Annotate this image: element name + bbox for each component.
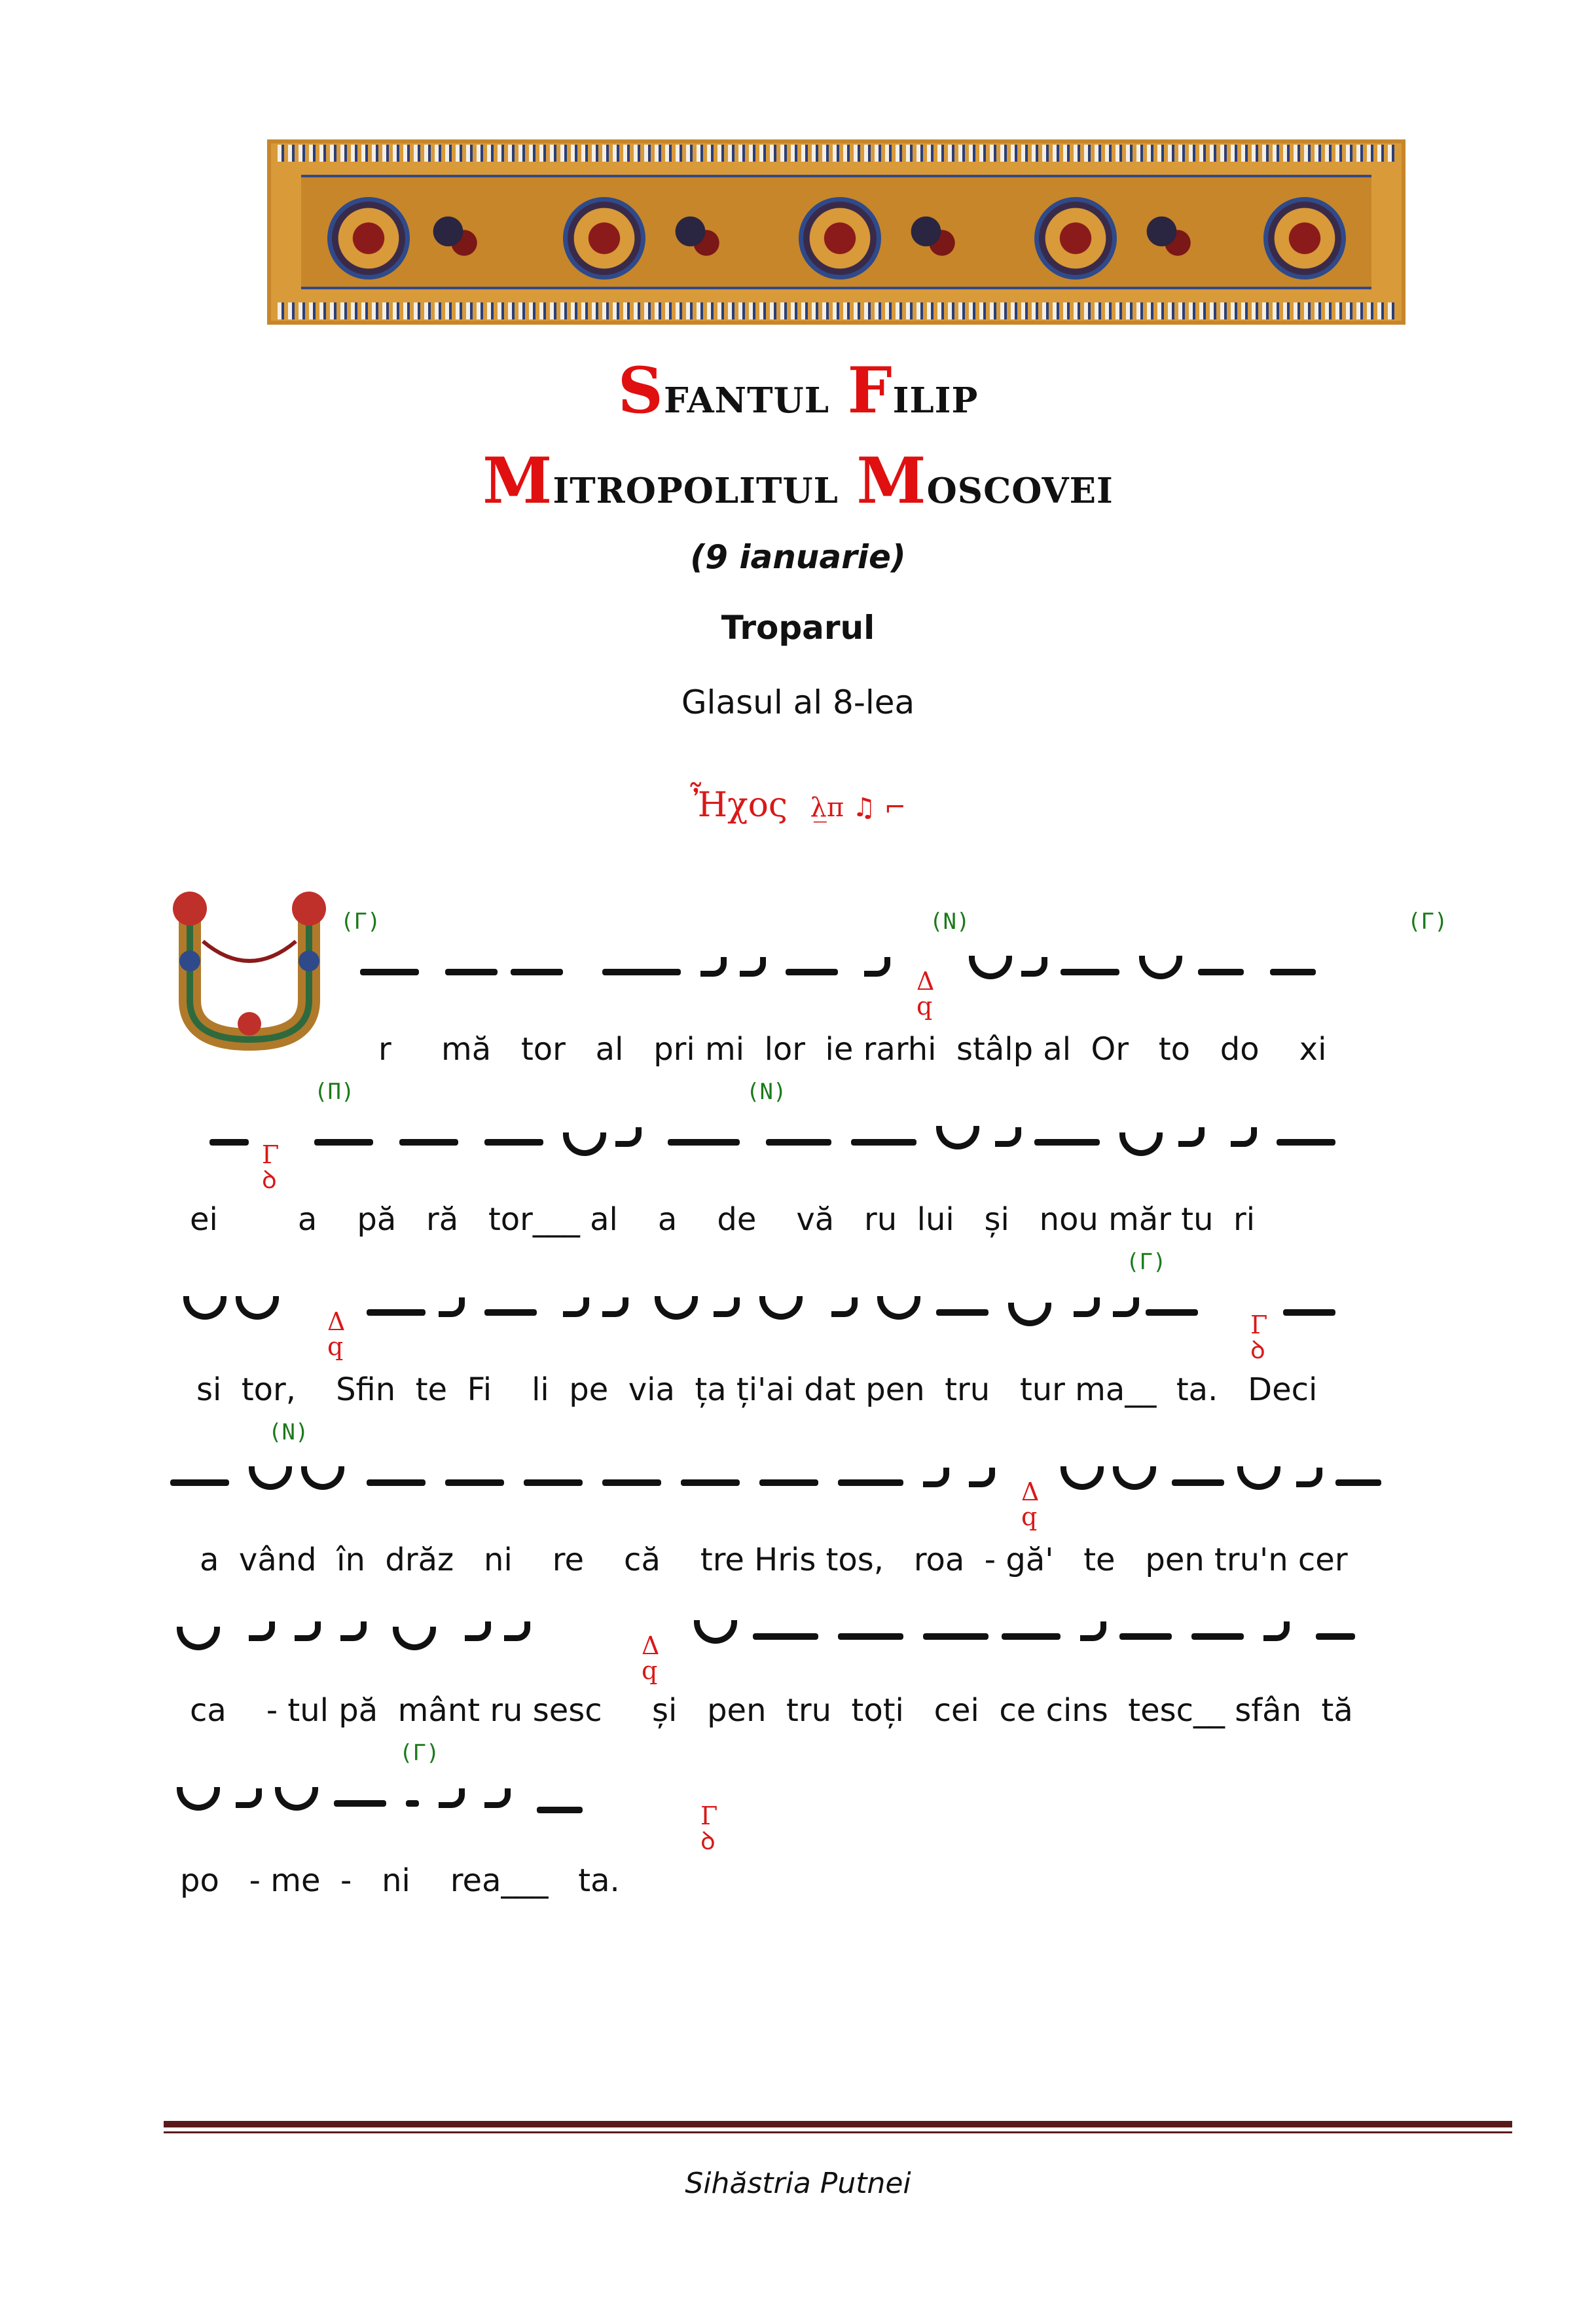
kentima-neume-icon bbox=[236, 1296, 279, 1320]
fthora-icon: Γ ꝺ bbox=[262, 1140, 280, 1194]
floral-medallion bbox=[1263, 197, 1346, 280]
apostrophos-neume-icon bbox=[439, 1297, 465, 1317]
ison-neume-icon bbox=[759, 1479, 818, 1486]
neume-row bbox=[340, 909, 1483, 1021]
oligon-neume-icon bbox=[1270, 969, 1316, 975]
floral-medallion bbox=[1034, 197, 1117, 280]
neume-row bbox=[177, 1607, 1319, 1685]
illuminated-initial-icon bbox=[164, 889, 335, 1060]
kentima-neume-icon bbox=[177, 1787, 220, 1811]
apostrophos-neume-icon bbox=[700, 957, 727, 977]
apostrophos-neume-icon bbox=[484, 1788, 511, 1808]
apostrophos-neume-icon bbox=[1113, 1297, 1139, 1317]
ison-neume-icon bbox=[360, 969, 419, 975]
neume-row bbox=[170, 1419, 1313, 1531]
kentima-neume-icon bbox=[275, 1787, 318, 1811]
kentima-neume-icon bbox=[694, 1620, 737, 1644]
kentima-neume-icon bbox=[969, 956, 1012, 979]
ison-neume-icon bbox=[668, 1139, 740, 1146]
echos-label: Ἦχος bbox=[689, 786, 788, 825]
oligon-neume-icon bbox=[209, 1139, 249, 1146]
floral-medallion bbox=[327, 197, 410, 280]
kentima-neume-icon bbox=[393, 1627, 436, 1650]
oligon-neume-icon bbox=[1061, 969, 1119, 975]
title-word: ilip bbox=[892, 366, 979, 424]
oligon-neume-icon bbox=[314, 1139, 373, 1146]
martyria-sign: (Γ) bbox=[1126, 1249, 1167, 1275]
neume-row bbox=[183, 1249, 1326, 1364]
apostrophos-neume-icon bbox=[1263, 1621, 1290, 1641]
kentima-neume-icon bbox=[655, 1296, 698, 1320]
floral-motif bbox=[910, 215, 956, 261]
kentima-neume-icon bbox=[1119, 1132, 1163, 1156]
ison-neume-icon bbox=[753, 1633, 818, 1640]
neume-row bbox=[209, 1079, 1352, 1194]
oligon-neume-icon bbox=[1283, 1309, 1335, 1316]
apostrophos-neume-icon bbox=[1074, 1297, 1100, 1317]
kentima-neume-icon bbox=[183, 1296, 227, 1320]
martyria-sign: (Π) bbox=[314, 1079, 355, 1105]
oligon-neume-icon bbox=[1002, 1633, 1061, 1640]
kentima-neume-icon bbox=[177, 1627, 220, 1650]
lyric-line: si tor, Sfin te Fi li pe via ța ți'ai dat pen tru tur ma__ ta. Deci bbox=[196, 1371, 1318, 1408]
apostrophos-neume-icon bbox=[923, 1468, 949, 1487]
floral-medallion bbox=[563, 197, 645, 280]
apostrophos-neume-icon bbox=[439, 1788, 465, 1808]
ison-neume-icon bbox=[838, 1633, 903, 1640]
oligon-neume-icon bbox=[367, 1309, 426, 1316]
martyria-sign: (Γ) bbox=[399, 1740, 440, 1766]
apostrophos-neume-icon bbox=[340, 1621, 367, 1641]
fthora-icon: Δ q bbox=[642, 1631, 660, 1685]
fthora-icon: Γ ꝺ bbox=[1250, 1311, 1268, 1364]
ison-neume-icon bbox=[681, 1479, 740, 1486]
apostrophos-neume-icon bbox=[504, 1621, 530, 1641]
ornament-fringe bbox=[278, 302, 1395, 319]
martyria-sign: (Γ) bbox=[340, 909, 381, 935]
echos-mode-sign-icon: λ̲π ♫ ⌐ bbox=[810, 792, 906, 823]
ison-neume-icon bbox=[445, 1479, 504, 1486]
ison-neume-icon bbox=[602, 1479, 661, 1486]
footer-rule bbox=[164, 2131, 1512, 2133]
apostrophos-neume-icon bbox=[1231, 1127, 1257, 1147]
lyric-line: r mă tor al pri mi lor ie rarhi stâlp al Or to do xi bbox=[378, 1031, 1327, 1068]
title-line-1 bbox=[0, 353, 1596, 427]
lyric-line: po - me - ni rea___ ta. bbox=[180, 1862, 620, 1899]
vareia-neume-icon bbox=[406, 1800, 419, 1807]
oligon-neume-icon bbox=[1191, 1633, 1244, 1640]
apostrophos-neume-icon bbox=[602, 1297, 628, 1317]
apostrophos-neume-icon bbox=[1178, 1127, 1205, 1147]
ison-neume-icon bbox=[1034, 1139, 1100, 1146]
kentima-neume-icon bbox=[1237, 1466, 1280, 1490]
lyric-line: a vând în drăz ni re că tre Hris tos, roa - gă' te pen tru'n cer bbox=[200, 1542, 1348, 1578]
apostrophos-neume-icon bbox=[1021, 957, 1047, 977]
kentima-neume-icon bbox=[1061, 1466, 1104, 1490]
ornament-fringe bbox=[278, 145, 1395, 162]
apostrophos-neume-icon bbox=[249, 1621, 275, 1641]
apostrophos-neume-icon bbox=[465, 1621, 491, 1641]
oligon-neume-icon bbox=[602, 969, 681, 975]
title-word: itropolitul bbox=[553, 456, 839, 515]
kentima-neume-icon bbox=[301, 1466, 344, 1490]
apostrophos-neume-icon bbox=[995, 1127, 1021, 1147]
ison-neume-icon bbox=[851, 1139, 916, 1146]
apostrophos-neume-icon bbox=[831, 1297, 858, 1317]
oligon-neume-icon bbox=[484, 1139, 543, 1146]
ison-neume-icon bbox=[537, 1807, 583, 1813]
oligon-neume-icon bbox=[838, 1479, 903, 1486]
fthora-icon: Δ q bbox=[1021, 1477, 1040, 1531]
footer-rule bbox=[164, 2121, 1512, 2127]
echos-signature bbox=[0, 786, 1596, 825]
hymn-type: Troparul bbox=[721, 609, 875, 647]
kentima-neume-icon bbox=[759, 1296, 803, 1320]
title-word: oscovei bbox=[926, 456, 1114, 515]
ison-neume-icon bbox=[511, 969, 563, 975]
martyria-sign: (Γ) bbox=[1407, 909, 1448, 935]
title-line-2 bbox=[0, 444, 1596, 518]
floral-medallion bbox=[799, 197, 881, 280]
ison-neume-icon bbox=[1335, 1479, 1381, 1486]
ison-neume-icon bbox=[936, 1309, 988, 1316]
kentima-neume-icon bbox=[877, 1296, 920, 1320]
fthora-icon: Γ ꝺ bbox=[700, 1801, 718, 1855]
apostrophos-neume-icon bbox=[714, 1297, 740, 1317]
ison-neume-icon bbox=[923, 1633, 988, 1640]
kentima-neume-icon bbox=[1113, 1466, 1156, 1490]
apostrophos-neume-icon bbox=[295, 1621, 321, 1641]
kentima-neume-icon bbox=[249, 1466, 292, 1490]
fthora-icon: Δ q bbox=[327, 1307, 346, 1361]
title-initial: M bbox=[482, 444, 553, 518]
oligon-neume-icon bbox=[334, 1800, 386, 1807]
oligon-neume-icon bbox=[1316, 1633, 1355, 1640]
martyria-sign: (Ν) bbox=[930, 909, 970, 935]
apostrophos-neume-icon bbox=[1080, 1621, 1106, 1641]
lyric-line: ei a pă ră tor___ al a de vă ru lui și nou măr tu ri bbox=[190, 1201, 1256, 1238]
apostrophos-neume-icon bbox=[969, 1468, 995, 1487]
apostrophos-neume-icon bbox=[236, 1788, 262, 1808]
floral-motif bbox=[432, 215, 478, 261]
footer-text: Sihăstria Putnei bbox=[685, 2167, 911, 2200]
ornamental-header-band bbox=[267, 139, 1406, 325]
ison-neume-icon bbox=[1172, 1479, 1224, 1486]
apostrophos-neume-icon bbox=[563, 1297, 589, 1317]
ison-neume-icon bbox=[766, 1139, 831, 1146]
oligon-neume-icon bbox=[484, 1309, 537, 1316]
title-initial: S bbox=[617, 353, 664, 427]
apostrophos-neume-icon bbox=[1296, 1468, 1322, 1487]
ison-neume-icon bbox=[524, 1479, 583, 1486]
floral-motif bbox=[1146, 215, 1191, 261]
title-initial: F bbox=[847, 353, 893, 427]
oligon-neume-icon bbox=[786, 969, 838, 975]
oligon-neume-icon bbox=[1146, 1309, 1198, 1316]
martyria-sign: (Ν) bbox=[746, 1079, 787, 1105]
apostrophos-neume-icon bbox=[615, 1127, 642, 1147]
ison-neume-icon bbox=[1277, 1139, 1335, 1146]
ornament-band bbox=[301, 175, 1371, 289]
floral-motif bbox=[674, 215, 720, 261]
kentima-neume-icon bbox=[936, 1126, 979, 1149]
fthora-icon: Δ q bbox=[916, 967, 935, 1021]
apostrophos-neume-icon bbox=[740, 957, 766, 977]
kentima-neume-icon bbox=[1008, 1303, 1051, 1326]
title-word: fantul bbox=[663, 366, 829, 424]
ison-neume-icon bbox=[445, 969, 498, 975]
kentima-neume-icon bbox=[1139, 956, 1182, 979]
neume-row bbox=[170, 1740, 1313, 1855]
feast-date: (9 ianuarie) bbox=[690, 538, 906, 576]
ison-neume-icon bbox=[1198, 969, 1244, 975]
tone-label: Glasul al 8-lea bbox=[681, 683, 915, 721]
oligon-neume-icon bbox=[1119, 1633, 1172, 1640]
oligon-neume-icon bbox=[399, 1139, 458, 1146]
martyria-sign: (Ν) bbox=[268, 1419, 309, 1445]
apostrophos-neume-icon bbox=[864, 957, 890, 977]
lyric-line: ca - tul pă mânt ru sesc și pen tru toți cei ce cins tesc__ sfân tă bbox=[190, 1692, 1353, 1729]
oligon-neume-icon bbox=[170, 1479, 229, 1486]
kentima-neume-icon bbox=[563, 1132, 606, 1156]
title-initial: M bbox=[856, 444, 927, 518]
ison-neume-icon bbox=[367, 1479, 426, 1486]
